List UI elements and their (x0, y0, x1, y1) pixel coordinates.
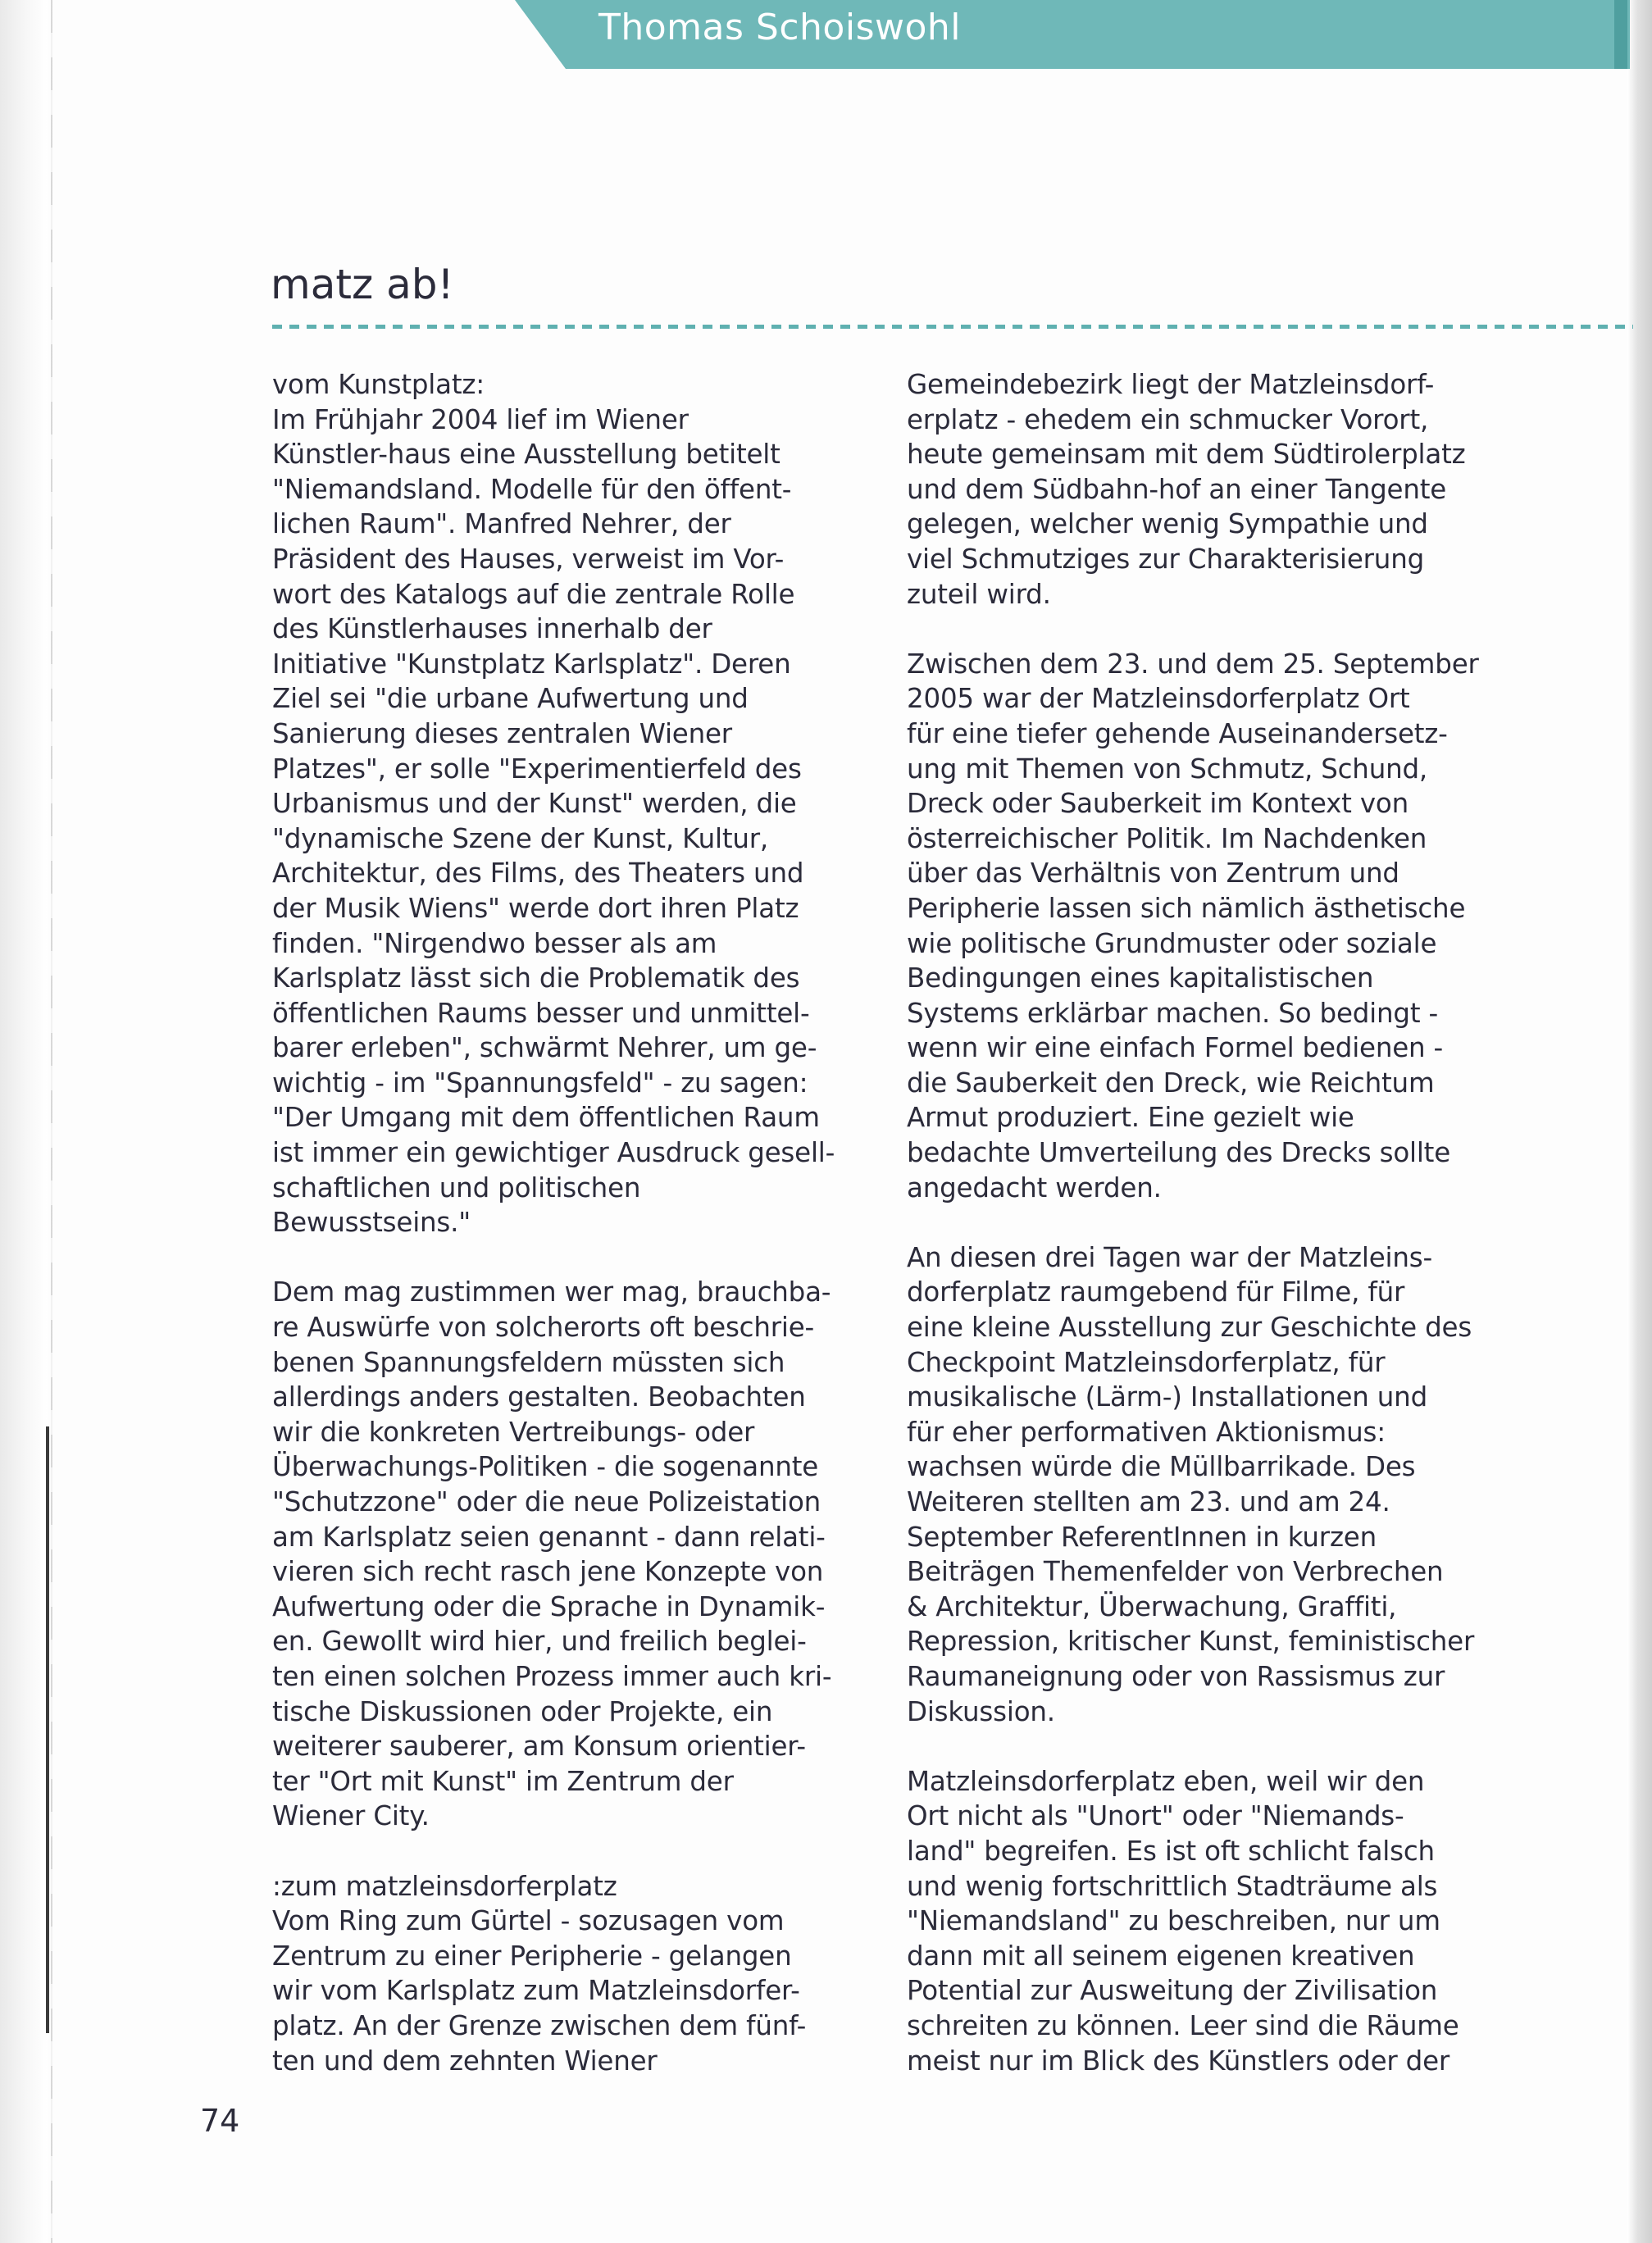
paragraph-gap (272, 1240, 879, 1276)
text-line: vieren sich recht rasch jene Konzepte von (272, 1556, 824, 1588)
text-line: Sanierung dieses zentralen Wiener (272, 717, 732, 749)
text-line: eine kleine Ausstellung zur Geschichte des (907, 1312, 1472, 1344)
dashed-divider (272, 325, 1633, 329)
text-line: bedachte Umverteilung des Drecks sollte (907, 1137, 1451, 1169)
text-line: wachsen würde die Müllbarrikade. Des (907, 1451, 1416, 1483)
text-line: "Niemandsland" zu beschreiben, nur um (907, 1905, 1440, 1937)
text-line: lichen Raum". Manfred Nehrer, der (272, 508, 731, 540)
text-line: Bewusstseins." (272, 1207, 471, 1239)
text-line: Aufwertung oder die Sprache in Dynamik- (272, 1590, 826, 1622)
text-line: Initiative "Kunstplatz Karlsplatz". Deren (272, 648, 791, 680)
text-line: ten einen solchen Prozess immer auch kri- (272, 1660, 832, 1692)
text-line: für eher performativen Aktionismus: (907, 1416, 1386, 1448)
binding-stitch-line (51, 0, 52, 2243)
text-line: wichtig - im "Spannungsfeld" - zu sagen: (272, 1067, 808, 1099)
text-line: viel Schmutziges zur Charakterisierung (907, 543, 1425, 575)
text-line: zuteil wird. (907, 578, 1051, 610)
page-binding-edge (0, 0, 48, 2243)
text-line: Raumaneignung oder von Rassismus zur (907, 1660, 1445, 1692)
left-column (272, 367, 879, 2078)
text-line: Karlsplatz lässt sich die Problematik des (272, 962, 800, 994)
text-line: ter "Ort mit Kunst" im Zentrum der (272, 1765, 734, 1797)
text-line: Checkpoint Matzleinsdorferplatz, für (907, 1346, 1386, 1378)
paragraph-gap (907, 612, 1513, 647)
text-line: wie politische Grundmuster oder soziale (907, 927, 1437, 959)
text-line: Systems erklärbar machen. So bedingt - (907, 997, 1439, 1029)
text-line: wenn wir eine einfach Formel bedienen - (907, 1032, 1444, 1064)
text-line: musikalische (Lärm-) Installationen und (907, 1381, 1428, 1413)
text-line: am Karlsplatz seien genannt - dann relati- (272, 1521, 826, 1553)
text-line: Künstler-haus eine Ausstellung betitelt (272, 439, 780, 471)
text-line: wir die konkreten Vertreibungs- oder (272, 1416, 755, 1448)
text-line: vom Kunstplatz: (272, 369, 485, 400)
text-line: An diesen drei Tagen war der Matzleins- (907, 1241, 1433, 1273)
text-line: finden. "Nirgendwo besser als am (272, 927, 717, 959)
text-line: Ort nicht als "Unort" oder "Niemands- (907, 1800, 1404, 1832)
text-line: tische Diskussionen oder Projekte, ein (272, 1695, 773, 1727)
text-line: Peripherie lassen sich nämlich ästhetische (907, 892, 1466, 924)
text-line: & Architektur, Überwachung, Graffiti, (907, 1590, 1397, 1622)
banner-edge (1614, 0, 1627, 69)
page-number: 74 (200, 2103, 240, 2139)
text-line: und dem Südbahn-hof an einer Tangente (907, 473, 1447, 505)
text-line: erplatz - ehedem ein schmucker Vorort, (907, 403, 1429, 435)
text-line: "Der Umgang mit dem öffentlichen Raum (272, 1102, 820, 1134)
text-line: en. Gewollt wird hier, und freilich beglei- (272, 1626, 807, 1658)
text-line: über das Verhältnis von Zentrum und (907, 858, 1399, 889)
binding-mark (46, 1426, 49, 2033)
text-line: öffentlichen Raums besser und unmittel- (272, 997, 810, 1029)
text-line: Urbanismus und der Kunst" werden, die (272, 788, 797, 820)
text-line: :zum matzleinsdorferplatz (272, 1870, 617, 1902)
text-line: wir vom Karlsplatz zum Matzleinsdorfer- (272, 1975, 800, 2007)
page-right-edge-shadow (1627, 0, 1652, 2243)
text-line: die Sauberkeit den Dreck, wie Reichtum (907, 1067, 1435, 1099)
text-line: des Künstlerhauses innerhalb der (272, 613, 712, 645)
text-line: Vom Ring zum Gürtel - sozusagen vom (272, 1905, 785, 1937)
text-line: Potential zur Ausweitung der Zivilisation (907, 1975, 1438, 2007)
text-line: benen Spannungsfeldern müssten sich (272, 1346, 785, 1378)
text-line: Beiträgen Themenfelder von Verbrechen (907, 1556, 1444, 1588)
text-line: Dem mag zustimmen wer mag, brauchba- (272, 1276, 831, 1308)
text-line: dorferplatz raumgebend für Filme, für (907, 1276, 1405, 1308)
text-line: und wenig fortschrittlich Stadträume als (907, 1870, 1438, 1902)
text-line: dann mit all seinem eigenen kreativen (907, 1940, 1415, 1972)
paragraph-gap (907, 1205, 1513, 1240)
text-line: Überwachungs-Politiken - die sogenannte (272, 1451, 819, 1483)
text-line: Architektur, des Films, des Theaters und (272, 858, 804, 889)
text-line: September ReferentInnen in kurzen (907, 1521, 1377, 1553)
text-line: "Niemandsland. Modelle für den öffent- (272, 473, 792, 505)
text-line: Wiener City. (272, 1800, 430, 1832)
text-line: heute gemeinsam mit dem Südtirolerplatz (907, 439, 1466, 471)
text-line: ten und dem zehnten Wiener (272, 2045, 658, 2077)
text-line: Gemeindebezirk liegt der Matzleinsdorf- (907, 369, 1435, 400)
text-line: Bedingungen eines kapitalistischen (907, 962, 1374, 994)
text-line: weiterer sauberer, am Konsum orientier- (272, 1731, 806, 1763)
text-line: für eine tiefer gehende Auseinandersetz- (907, 717, 1448, 749)
text-line: wort des Katalogs auf die zentrale Rolle (272, 578, 795, 610)
text-line: Zwischen dem 23. und dem 25. September (907, 648, 1479, 680)
text-line: österreichischer Politik. Im Nachdenken (907, 822, 1427, 854)
text-line: der Musik Wiens" werde dort ihren Platz (272, 892, 799, 924)
author-name: Thomas Schoiswohl (598, 7, 962, 48)
paragraph-gap (272, 1834, 879, 1869)
text-line: gelegen, welcher wenig Sympathie und (907, 508, 1428, 540)
right-column (907, 367, 1513, 2078)
article-title: matz ab! (271, 261, 454, 308)
text-line: Präsident des Hauses, verweist im Vor- (272, 543, 785, 575)
text-line: Im Frühjahr 2004 lief im Wiener (272, 403, 689, 435)
text-line: Dreck oder Sauberkeit im Kontext von (907, 788, 1409, 820)
text-line: "Schutzzone" oder die neue Polizeistation (272, 1486, 821, 1517)
text-line: Zentrum zu einer Peripherie - gelangen (272, 1940, 792, 1972)
text-line: ung mit Themen von Schmutz, Schund, (907, 753, 1428, 785)
text-line: Matzleinsdorferplatz eben, weil wir den (907, 1765, 1425, 1797)
text-line: re Auswürfe von solcherorts oft beschrie- (272, 1312, 815, 1344)
text-line: barer erleben", schwärmt Nehrer, um ge- (272, 1032, 817, 1064)
text-line: allerdings anders gestalten. Beobachten (272, 1381, 806, 1413)
text-line: land" begreifen. Es ist oft schlicht falsch (907, 1835, 1435, 1867)
text-line: meist nur im Blick des Künstlers oder der (907, 2045, 1450, 2077)
text-line: 2005 war der Matzleinsdorferplatz Ort (907, 683, 1410, 715)
text-line: Ziel sei "die urbane Aufwertung und (272, 683, 749, 715)
text-line: Weiteren stellten am 23. und am 24. (907, 1486, 1390, 1517)
text-line: platz. An der Grenze zwischen dem fünf- (272, 2009, 807, 2041)
text-line: Platzes", er solle "Experimentierfeld des (272, 753, 802, 785)
text-line: angedacht werden. (907, 1172, 1162, 1203)
text-line: Armut produziert. Eine gezielt wie (907, 1102, 1354, 1134)
text-line: Repression, kritischer Kunst, feministischer (907, 1626, 1475, 1658)
text-line: "dynamische Szene der Kunst, Kultur, (272, 822, 769, 854)
text-line: schreiten zu können. Leer sind die Räume (907, 2009, 1459, 2041)
text-line: schaftlichen und politischen (272, 1172, 641, 1203)
paragraph-gap (907, 1729, 1513, 1764)
text-line: Diskussion. (907, 1695, 1055, 1727)
text-line: ist immer ein gewichtiger Ausdruck gesell- (272, 1137, 835, 1169)
